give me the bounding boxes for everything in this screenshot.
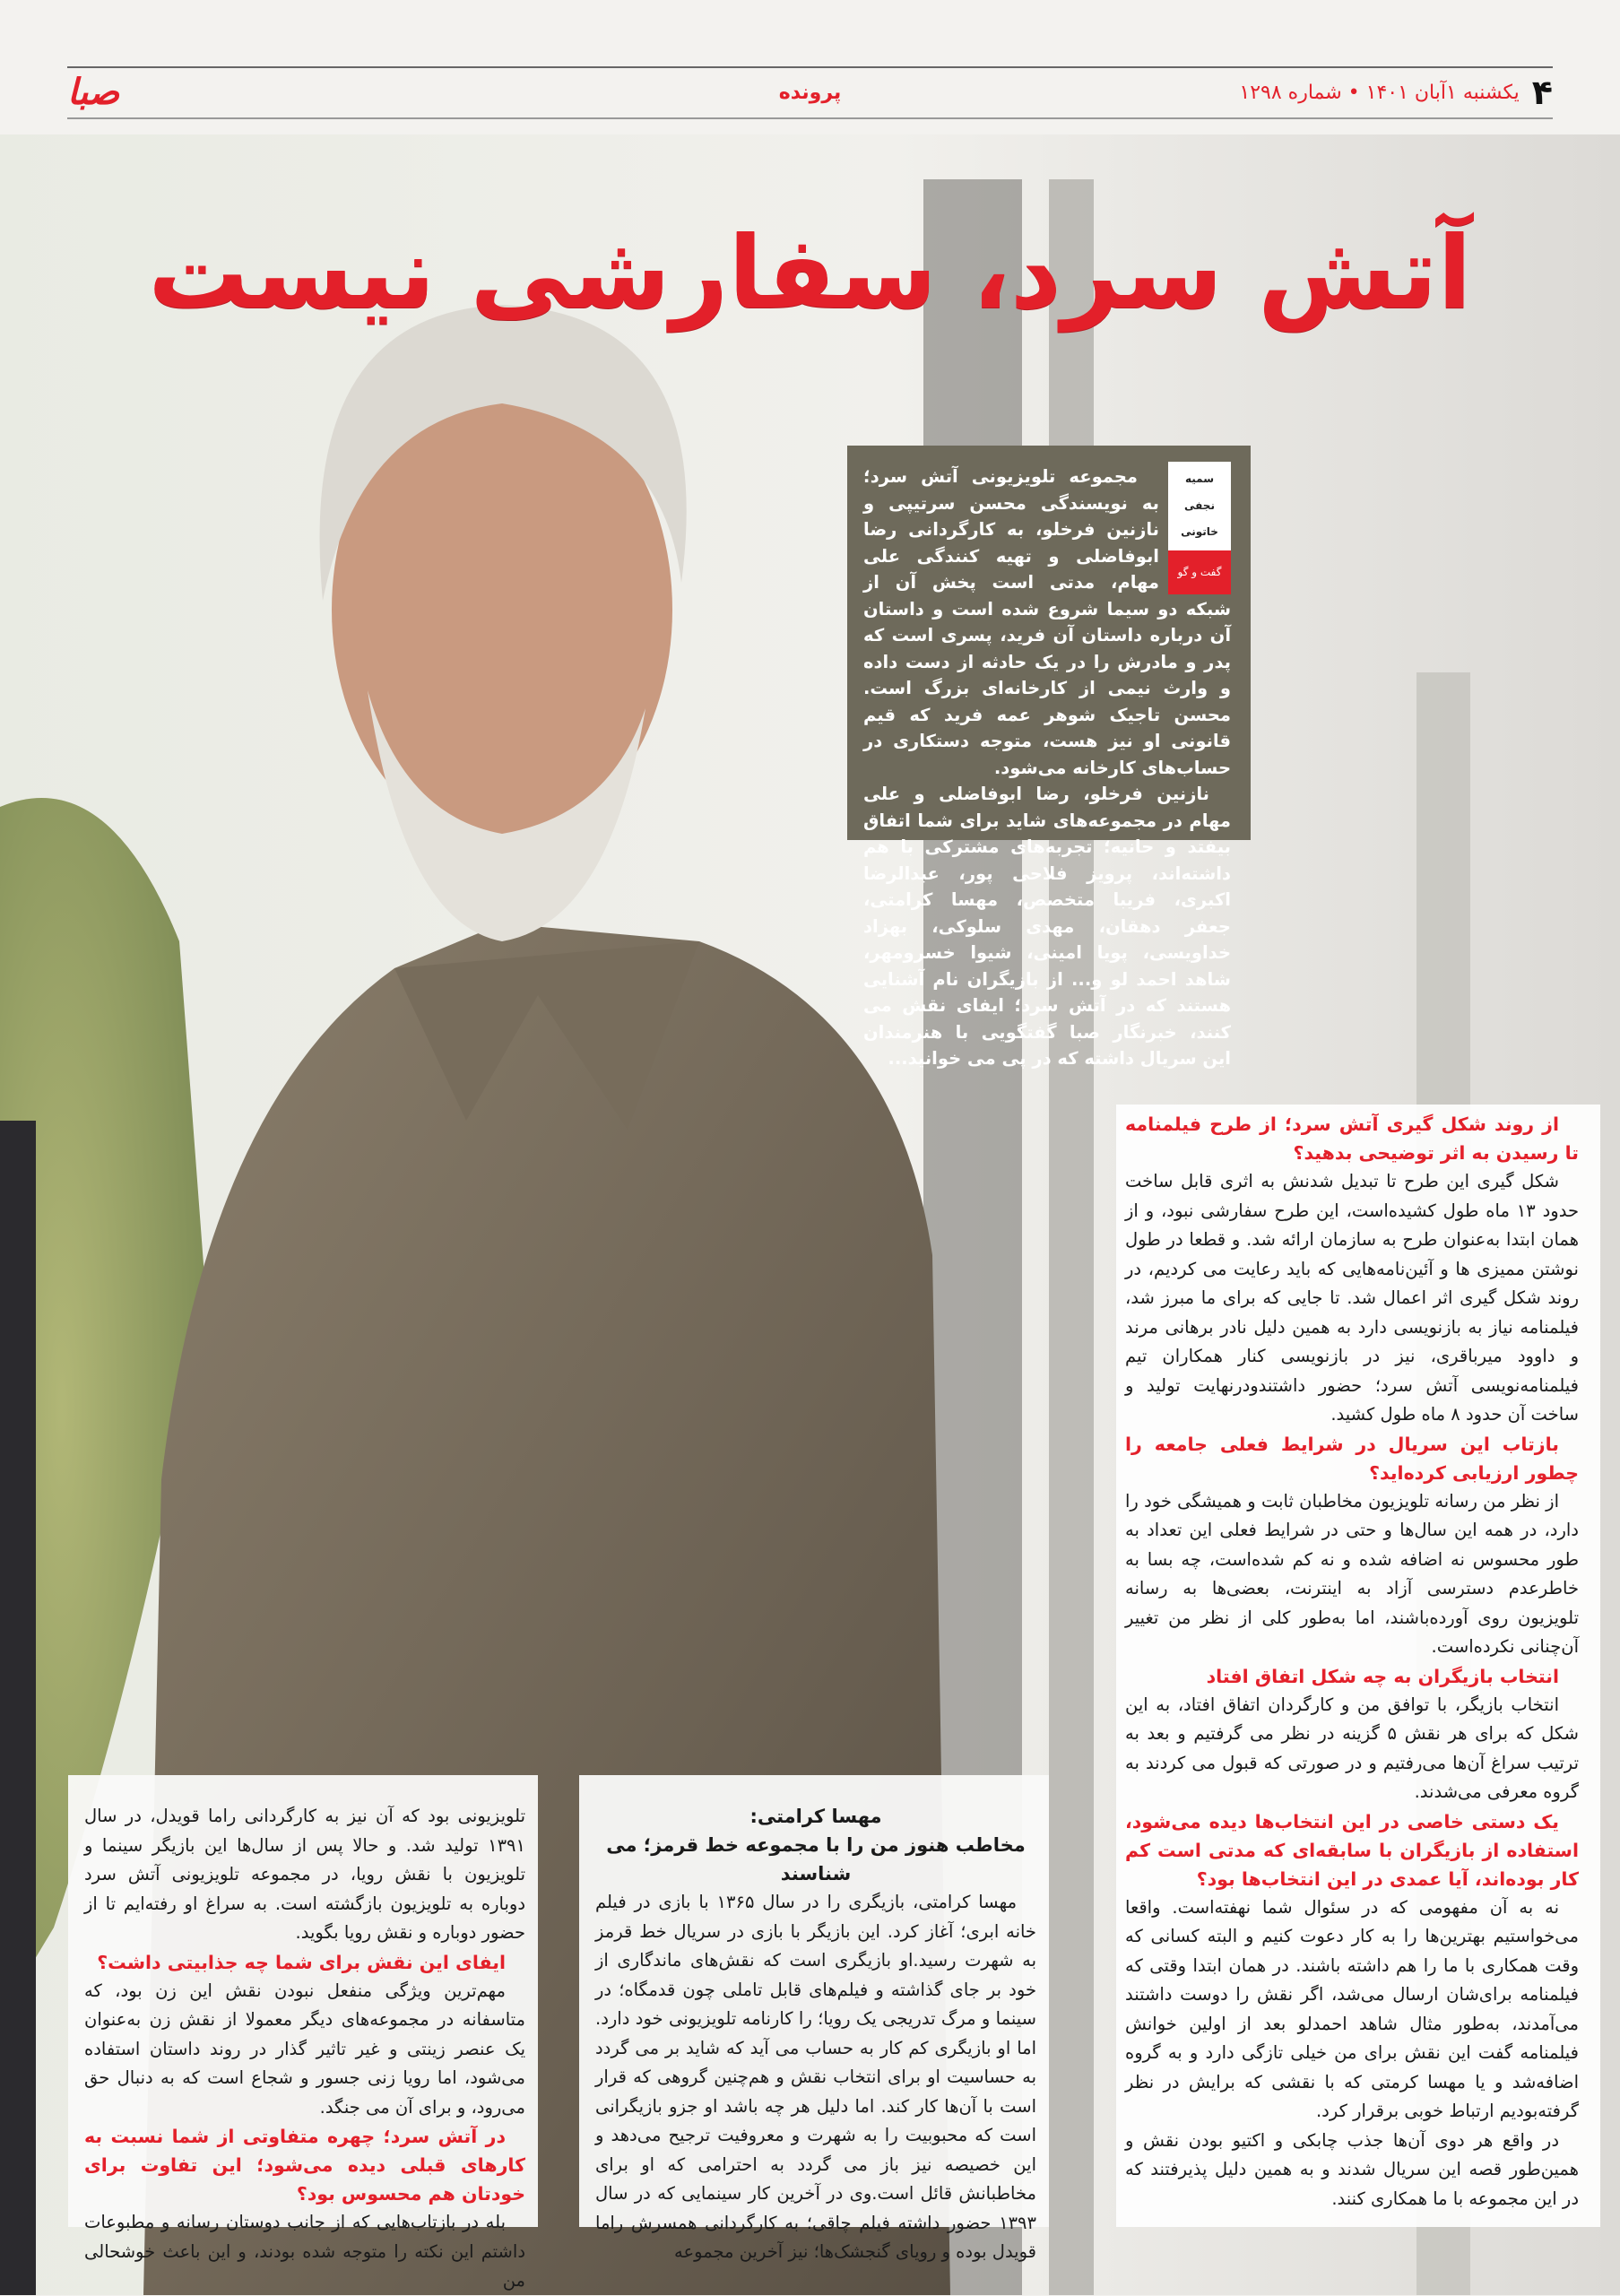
- interview-column-right: [1116, 1105, 1600, 2227]
- headline: آتش سرد، سفارشی نیست: [148, 215, 1472, 333]
- answer-paragraph: تلویزیونی بود که آن نیز به کارگردانی راما قویدل، در سال ۱۳۹۱ تولید شد. و حالا پس از سال‌ها این بازیگر سینما و تلویزیون با نقش رویا، در مجموعه تلویزیونی آتش سرد دوباره به تلویزیون بازگشته است. به سراغ او رفته‌ایم تا از حضور دوباره و نقش رویا بگوید.: [84, 1806, 525, 1943]
- header-rule-bottom: [67, 117, 1553, 119]
- intro-paragraph: مجموعه تلویزیونی آتش سرد؛ به نویسندگی محسن سرتیپی و نازنین فرخلو، به کارگردانی رضا ابوفاضلی و تهیه کنندگی علی مهام، مدتی است پخش آن از شبکه دو سیما شروع شده است و داستان آن درباره داستان آن فرید، پسری است که پدر و مادرش را در یک حادثه از دست داده و وارث نیمی از کارخانه‌ای بزرگ است. محسن تاجیک شوهر عمه فرید که قیم قانونی او نیز هست، متوجه دستکاری در حساب‌های کارخانه می‌شود.: [863, 466, 1231, 778]
- subhead-name: مهسا کرامتی:: [749, 1806, 882, 1827]
- article-type-badge: گفت و گو: [1168, 550, 1231, 595]
- issue-date: یکشنبه ۱آبان ۱۴۰۱ • شماره ۱۲۹۸: [1239, 81, 1520, 104]
- answer-paragraph: در واقع هر دوی آن‌ها جذب چابکی و اکتیو بودن نقش و همین‌طور قصه این سریال شدند و به همین دلیل پذیرفتند که در این مجموعه با ما همکاری کنند.: [1125, 2129, 1579, 2209]
- issue-info: [1239, 73, 1553, 112]
- page-number: ۴: [1531, 73, 1553, 112]
- answer-paragraph: شکل گیری این طرح تا تبدیل شدنش به اثری قابل ساخت حدود ۱۳ ماه طول کشیده‌است، این طرح سفارشی نبود، و از همان ابتدا به‌عنوان طرح به سازمان ارائه شد. و قطعا در طول نوشتن ممیزی ها و آئین‌نامه‌هایی که باید رعایت می کردیم، در روند شکل گیری اثر اعمال شد. تا جایی که برای ما مبرز شد، فیلمنامه نیاز به بازنویسی دارد به همین دلیل نادر برهانی مرند و داوود میرباقری، نیز در بازنویسی کنار همکاران تیم فیلمنامه‌نویسی آتش سرد؛ حضور داشتندودرنهایت تولید و ساخت آن حدود ۸ ماه طول کشید.: [1125, 1171, 1579, 1425]
- answer-paragraph: مهم‌ترین ویژگی منفعل نبودن نقش این زن بود، که متاسفانه در مجموعه‌های دیگر معمولا از نقش زن به‌عنوان یک عنصر زینتی و غیر تاثیر گذار در روند داستان استفاده می‌شود، اما رویا زنی جسور و شجاع است که به دنبال حق می‌رود، و برای آن می جنگد.: [84, 1980, 525, 2118]
- question: در آتش سرد؛ چهره متفاوتی از شما نسبت به کارهای قبلی دیده می‌شود؛ این تفاوت برای خودتان هم محسوس بود؟: [84, 2126, 525, 2205]
- byline: [1168, 462, 1231, 594]
- newspaper-logo: صبا: [67, 72, 120, 113]
- intro-paragraph: نازنین فرخلو، رضا ابوفاضلی و علی مهام در مجموعه‌های شاید برای شما اتفاق بیفتد و حانیه؛ تجربه‌های مشترکی با هم داشته‌اند، پرویز فلاحی پور، عبدالرضا اکبری، فریبا متخصص، مهسا کرامتی، جعفر دهقان، مهدی سلوکی، بهزاد خداویسی، پویا امینی، شیوا خسرومهر، شاهد احمد لو و... از بازیگران نام آشنایی هستند که در آتش سرد؛ ایفای نقش می کنند، خبرنگار صبا گفتگویی با هنرمندان این سریال داشته که در پی می خوانید...: [863, 784, 1231, 1069]
- question: یک دستی خاصی در این انتخاب‌ها دیده می‌شود، استفاده از بازیگران با سابقه‌ای که مدتی است کم کار بوده‌اند، آیا عمدی در این انتخاب‌ها بود؟: [1125, 1810, 1579, 1890]
- section-label: پرونده: [778, 81, 842, 104]
- body-paragraph: مهسا کرامتی، بازیگری را در سال ۱۳۶۵ با بازی در فیلم خانه ابری؛ آغاز کرد. این بازیگر با بازی در سریال خط قرمز به شهرت رسید.او بازیگری است که نقش‌های ماندگاری از خود بر جای گذاشته و فیلم‌های قابل تاملی چون قدمگاه؛ در سینما و مرگ تدریجی یک رویا؛ را کارنامه تلویزیونی خود دارد. اما او بازیگری کم کار به حساب می آید که شاید بر می گردد به حساسیت او برای انتخاب نقش و هم‌چنین گروهی که قرار است با آن‌ها کار کند. اما دلیل هر چه باشد او جزو بازیگرانی است که محبوبیت را به شهرت و معروفیت ترجیح می‌دهد و این خصیصه نیز باز می گردد به احترامی که او برای مخاطبانش قائل است.وی در آخرین کار سینمایی که در سال ۱۳۹۳ حضور داشته فیلم چاقی؛ به کارگردانی همسرش راما قویدل بوده و رویای گنجشک‌ها؛ نیز آخرین مجموعه: [595, 1892, 1036, 2262]
- interview-column-left: [68, 1775, 538, 2291]
- answer-paragraph: انتخاب بازیگر، با توافق من و کارگردان اتفاق افتاد، به این شکل که برای هر نقش ۵ گزینه در نظر می گرفتیم و بعد به ترتیب سراغ آن‌ها می‌رفتیم و در صورتی که قبول می کردند به گروه معرفی می‌شدند.: [1125, 1694, 1580, 1802]
- question: ایفای این نقش برای شما چه جذابیتی داشت؟: [97, 1951, 506, 1973]
- answer-paragraph: نه به آن مفهومی که در سئوال شما نهفته‌است. واقعا می‌خواستیم بهترین‌ها را به کار دعوت کنیم و البته کسانی که وقت همکاری با ما را هم داشته باشند. در همان ابتدا وقتی که فیلمنامه برای‌شان ارسال می‌شد، اگر نقش را دوست داشتند می‌آمدند، به‌طور مثال شاهد احمدلو بعد از اولین خوانش فیلمنامه گفت این نقش برای من خیلی تازگی دارد و به گروه اضافه‌شد و یا مهسا کرمتی که با نقشی که برایش در نظر گرفته‌بودیم ارتباط خوبی برقرار کرد.: [1125, 1896, 1579, 2121]
- page-header: [67, 72, 1553, 113]
- answer-paragraph: بله در بازتاب‌هایی که از جانب دوستان رسانه و مطبوعات داشتم این نکته را متوجه شده بودند، و این باعث خوشحالی من: [84, 2212, 525, 2291]
- intro-box: [847, 446, 1251, 1069]
- interview-column-middle: [579, 1775, 1049, 2262]
- subhead-quote: مخاطب هنوز من را با مجموعه خط قرمز؛ می شناسند: [606, 1834, 1026, 1884]
- header-rule-top: [67, 66, 1553, 68]
- question: بازتاب این سریال در شرایط فعلی جامعه را چطور ارزیابی کرده‌اید؟: [1125, 1433, 1579, 1484]
- answer-paragraph: از نظر من رسانه تلویزیون مخاطبان ثابت و همیشگی خود را دارد، در همه این سال‌ها و حتی در شرایط فعلی این تعداد به طور محسوس نه اضافه شده و نه کم شده‌است، چه بسا به خاطرعدم دسترسی آزاد به اینترنت، بعضی‌ها به رسانه تلویزیون روی آورده‌باشند، اما به‌طور کلی از نظر من تغییر آن‌چنانی نکرده‌است.: [1125, 1490, 1579, 1657]
- question: انتخاب بازیگران به چه شکل اتفاق افتاد: [1206, 1665, 1559, 1687]
- question: از روند شکل گیری آتش سرد؛ از طرح فیلمنامه تا رسیدن به اثر توضیحی بدهید؟: [1125, 1113, 1579, 1164]
- author-name: سمیه نجفی خاتونی: [1168, 462, 1231, 550]
